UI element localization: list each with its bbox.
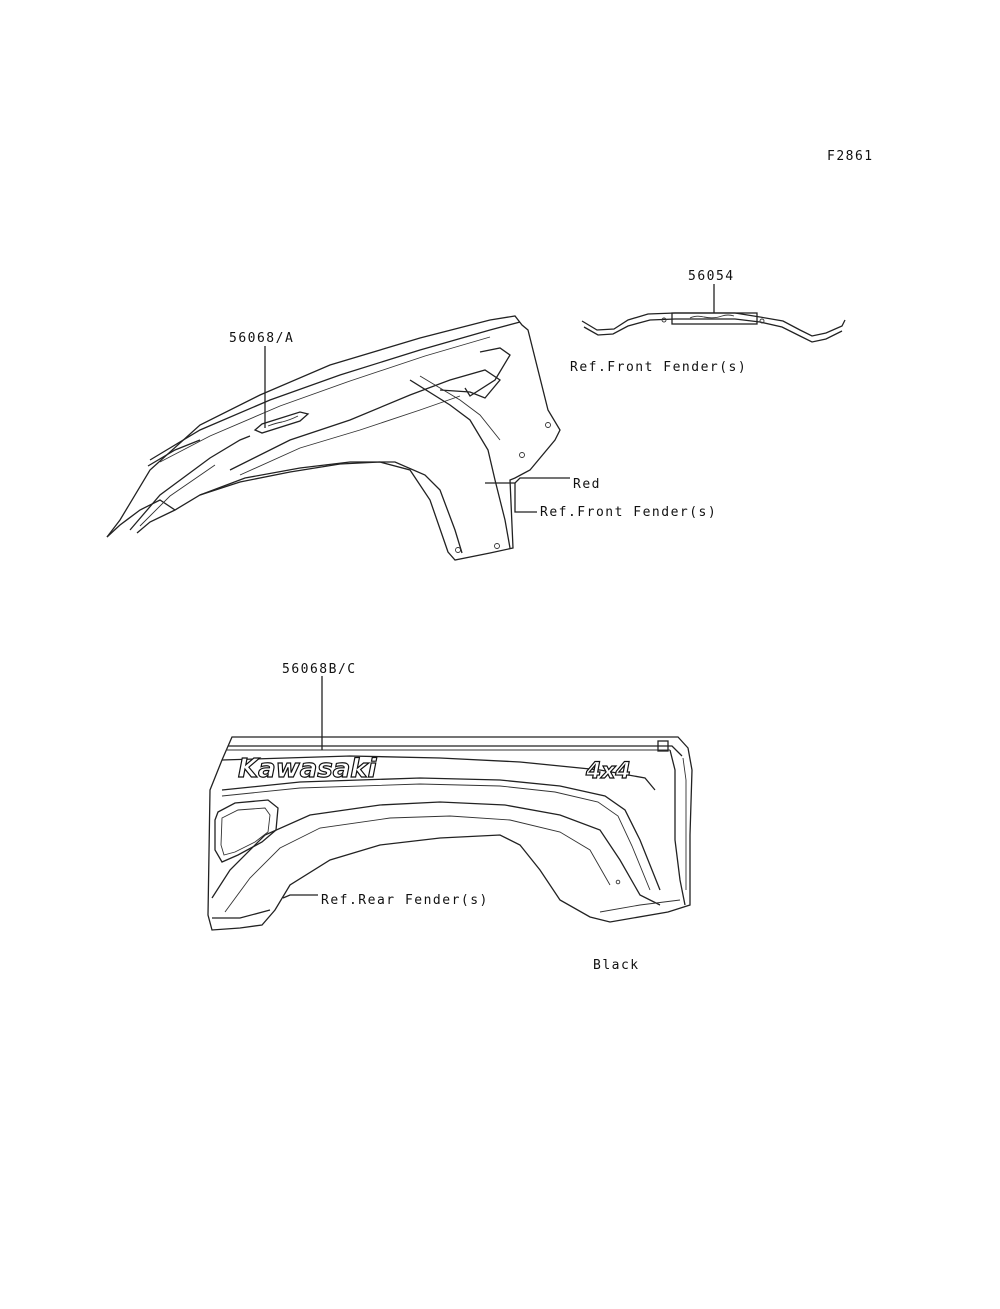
drive-decal: 4x4: [586, 759, 631, 784]
rear-fender-ref-leader: [283, 895, 318, 898]
rear-decal-part-number: 56068B/C: [282, 662, 357, 677]
front-fender-ref-leader: [515, 483, 537, 512]
rear-color-label: Black: [593, 958, 640, 973]
front-color-label: Red: [573, 477, 601, 492]
front-emblem-drawing: [582, 313, 845, 342]
front-fender-ref-label: Ref.Front Fender(s): [540, 505, 718, 520]
red-color-leader: [485, 478, 570, 483]
emblem-ref-label: Ref.Front Fender(s): [570, 360, 748, 375]
rear-fender-ref-label: Ref.Rear Fender(s): [321, 893, 489, 908]
front-stripe-part-number: 56068/A: [229, 331, 295, 346]
figure-code: F2861: [827, 149, 874, 164]
brand-decal: Kawasaki: [238, 754, 377, 784]
front-emblem-part-number: 56054: [688, 269, 735, 284]
front-fender-drawing: [107, 316, 560, 560]
